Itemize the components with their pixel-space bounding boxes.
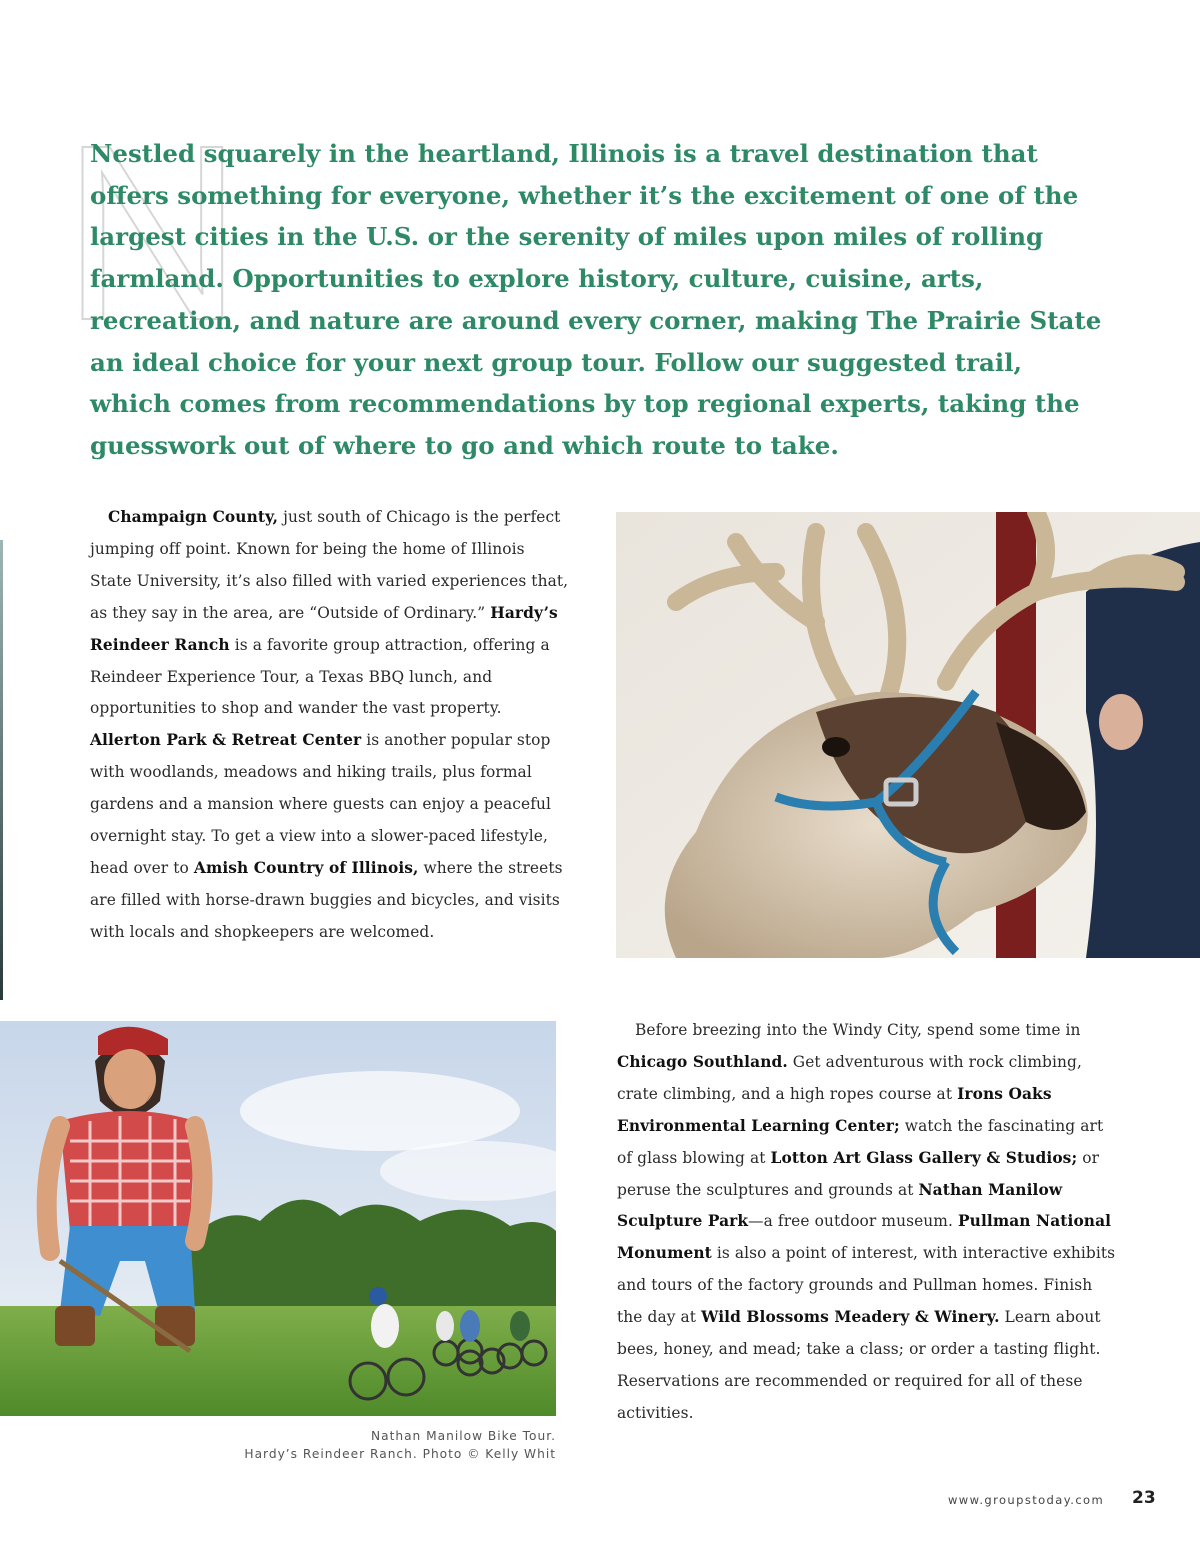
venue-name: Hardy’s Reindeer Ranch bbox=[90, 603, 558, 654]
venue-name: Allerton Park & Retreat Center bbox=[90, 731, 362, 750]
venue-name: Irons Oaks Environmental Learning Center; bbox=[617, 1084, 1052, 1135]
body-column-1 bbox=[90, 502, 570, 949]
body-text-run: is another popular stop with woodlands, meadows and hiking trails, plus formal gardens and a mansion where guests can enjoy a peaceful overnight stay. To get a view into a slower-paced lifestyle, head over to bbox=[90, 731, 552, 877]
caption-line-1: Nathan Manilow Bike Tour. bbox=[371, 1429, 556, 1443]
body-text-run: Get adventurous with rock climbing, crate climbing, and a high ropes course at bbox=[617, 1052, 1082, 1103]
venue-name: Lotton Art Glass Gallery & Studios; bbox=[770, 1148, 1078, 1167]
left-edge-strip bbox=[0, 540, 3, 1000]
intro-paragraph: Nestled squarely in the heartland, Illinois is a travel destination that offers something for everyone, whether it’s the excitement of one of the largest cities in the U.S. or the serenity of miles upon miles of rolling farmland. Opportunities to explore history, culture, cuisine, arts, recreation, and nature are around every corner, making The Prairie State an ideal choice for your next group tour. Follow our suggested trail, which comes from recommendations by top regional experts, taking the guesswork out of where to go and which route to take. bbox=[90, 139, 1102, 460]
page-number: 23 bbox=[1132, 1488, 1156, 1508]
venue-name: Pullman National Monument bbox=[617, 1212, 1112, 1263]
venue-name: Amish Country of Illinois, bbox=[193, 858, 419, 877]
body-text-run: just south of Chicago is the perfect jumping off point. Known for being the home of Illinois State University, it’s also filled with varied experiences that, as they say in the area, are “Outside of Ordinary.” bbox=[90, 508, 569, 622]
body-column-2 bbox=[617, 1015, 1117, 1430]
venue-name: Nathan Manilow Sculpture Park bbox=[617, 1180, 1063, 1231]
venue-name: Champaign County, bbox=[108, 508, 279, 526]
caption-line-2: Hardy’s Reindeer Ranch. Photo © Kelly Whit bbox=[244, 1446, 556, 1461]
body-text-run: is also a point of interest, with interactive exhibits and tours of the factory grounds and Pullman homes. Finish the day at bbox=[617, 1244, 1116, 1327]
body-text-run: —a free outdoor museum. bbox=[748, 1212, 958, 1231]
reindeer-photo bbox=[616, 512, 1200, 958]
body-text-run: Before breezing into the Windy City, spend some time in bbox=[635, 1021, 1081, 1039]
drop-cap: N bbox=[62, 93, 239, 372]
body-text-run: Learn about bees, honey, and mead; take a class; or order a tasting flight. Reservations are recommended or required for all of these activities. bbox=[617, 1308, 1101, 1422]
body-text-run: where the streets are filled with horse-drawn buggies and bicycles, and visits with locals and shopkeepers are welcomed. bbox=[90, 858, 563, 941]
lumberjack-bike-tour-photo bbox=[0, 1021, 556, 1416]
venue-name: Chicago Southland. bbox=[617, 1052, 788, 1071]
body-text-run: or peruse the sculptures and grounds at bbox=[617, 1148, 1100, 1199]
body-text-run: watch the fascinating art of glass blowing at bbox=[617, 1116, 1104, 1167]
body-text-run: is a favorite group attraction, offering a Reindeer Experience Tour, a Texas BBQ lunch, and opportunities to shop and wander the vast property. bbox=[90, 635, 550, 718]
photo-caption bbox=[244, 1428, 556, 1463]
venue-name: Wild Blossoms Meadery & Winery. bbox=[701, 1308, 1000, 1327]
footer-url: www.groupstoday.com bbox=[948, 1493, 1105, 1507]
